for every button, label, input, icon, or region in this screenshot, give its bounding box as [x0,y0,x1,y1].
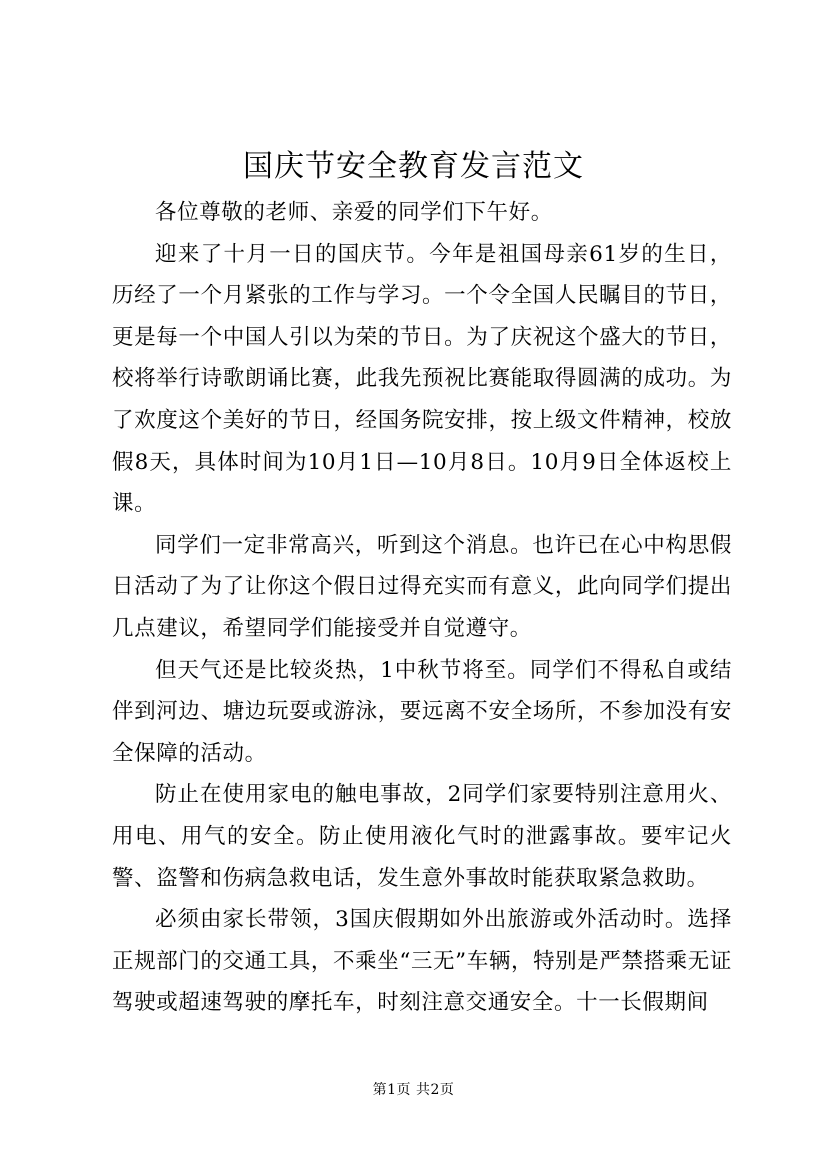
document-title: 国庆节安全教育发言范文 [243,149,584,184]
paragraph-greeting: 各位尊敬的老师、亲爱的同学们下午好。 [155,200,553,225]
paragraph-travel-safety: 必须由家长带领，3国庆假期如外出旅游或外活动时。选择正规部门的交通工具，不乘坐“三无”车辆，特别是严禁搭乘无证驾驶或超速驾驶的摩托车，时刻注意交通安全。十一长假期间 [112,907,732,1016]
paragraph-suggestions-intro: 同学们一定非常高兴，听到这个消息。也许已在心中构思假日活动了为了让你这个假日过得充实而有意义，此向同学们提出几点建议，希望同学们能接受并自觉遵守。 [112,532,732,641]
paragraph-holiday-notice: 迎来了十月一日的国庆节。今年是祖国母亲61岁的生日，历经了一个月紧张的工作与学习。一个令全国人民瞩目的节日，更是每一个中国人引以为荣的节日。为了庆祝这个盛大的节日，校将举行诗歌朗诵比赛，此我先预祝比赛能取得圆满的成功。为了欢度这个美好的节日，经国务院安排，按上级文件精神，校放假8天，具体时间为10月1日—10月8日。10月9日全体返校上课。 [112,241,732,517]
page-number-footer: 第1页 共2页 [372,1082,455,1098]
paragraph-home-safety: 防止在使用家电的触电事故，2同学们家要特别注意用火、用电、用气的安全。防止使用液化气时的泄露事故。要牢记火警、盗警和伤病急救电话，发生意外事故时能获取紧急救助。 [112,782,732,891]
paragraph-water-safety: 但天气还是比较炎热，1中秋节将至。同学们不得私自或结伴到河边、塘边玩耍或游泳，要远离不安全场所，不参加没有安全保障的活动。 [112,657,732,766]
document-body [112,192,732,1024]
